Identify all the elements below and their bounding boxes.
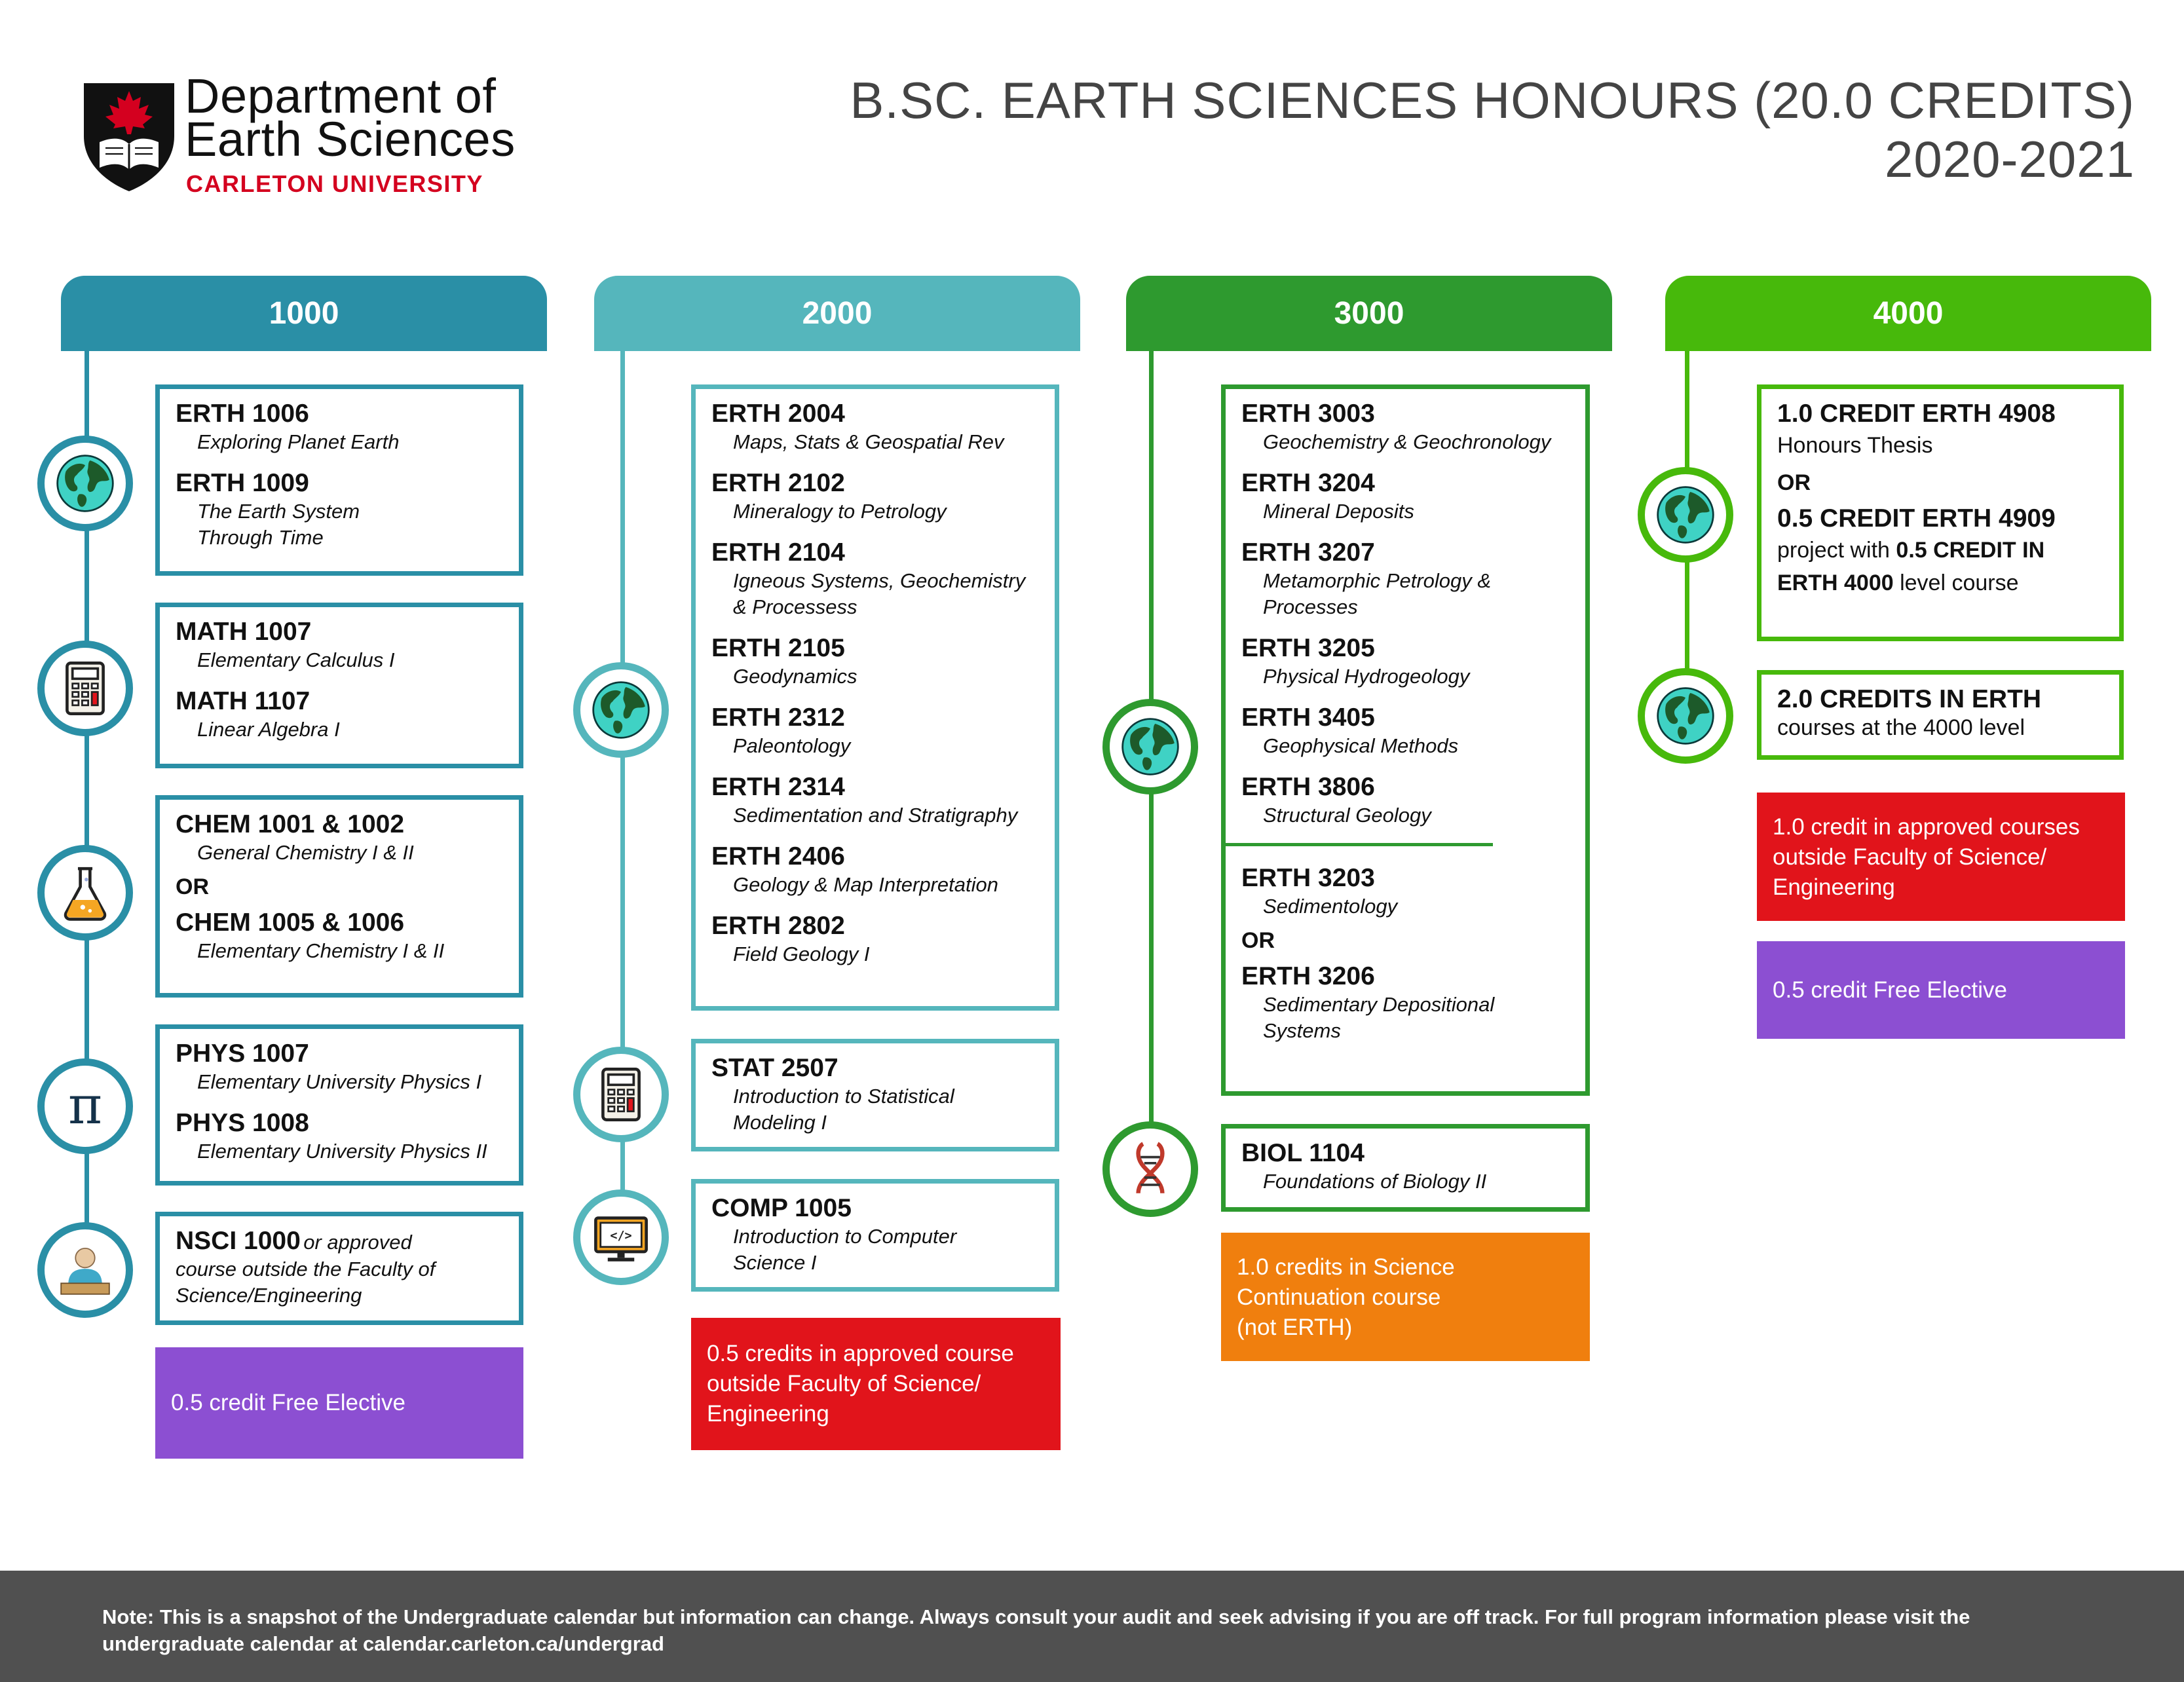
course-name: Elementary University Physics I (197, 1070, 482, 1093)
carleton-shield-icon (80, 77, 178, 195)
course-code: ERTH 3203 (1241, 864, 1375, 892)
course-box-erth-1000 (155, 384, 523, 576)
course-code: ERTH 3205 (1241, 634, 1375, 662)
course-name: course outside the Faculty of (176, 1258, 436, 1280)
course-name: Science/Engineering (176, 1284, 362, 1307)
course-name: 0.5 CREDIT IN (1896, 538, 2045, 563)
requirement-text: 1.0 credit in approved courses (1773, 814, 2080, 840)
or-label: OR (1777, 470, 1811, 495)
course-code: CHEM 1005 & 1006 (176, 908, 405, 937)
outside-faculty-4000 (1757, 793, 2125, 921)
course-box-thesis (1757, 384, 2124, 641)
course-code: ERTH 2004 (711, 400, 845, 428)
requirement-text: 0.5 credits in approved course (707, 1341, 1014, 1366)
pi-icon (37, 1058, 133, 1154)
dna-icon (1102, 1121, 1198, 1217)
course-code: ERTH 3003 (1241, 400, 1375, 428)
course-name: project with (1777, 538, 1890, 563)
footer-text: Note: This is a snapshot of the Undergraduate calendar but information can change. Always consult your audit and seek advising if you are off track. For full program information please visit the (102, 1605, 1970, 1628)
course-name: Mineralogy to Petrology (733, 500, 947, 523)
flask-icon (37, 845, 133, 941)
course-box-stat (691, 1039, 1059, 1151)
page-title: B.SC. EARTH SCIENCES HONOURS (20.0 CREDITS) 2020-2021 (850, 71, 2135, 188)
course-code: ERTH 2105 (711, 634, 845, 662)
department-name: Department of Earth Sciences (185, 69, 516, 166)
course-box-chem (155, 795, 523, 998)
course-code: ERTH 2314 (711, 773, 845, 801)
course-name: Systems (1263, 1019, 1341, 1042)
course-name: Processes (1263, 595, 1358, 618)
course-name: ERTH 4000 (1777, 570, 1894, 595)
requirement-text: 1.0 credits in Science (1237, 1254, 1455, 1280)
course-code: 1.0 CREDIT ERTH 4908 (1777, 400, 2056, 428)
level-3000-header: 3000 (1126, 276, 1612, 351)
course-name: Mineral Deposits (1263, 500, 1414, 523)
course-name: Geophysical Methods (1263, 734, 1459, 757)
course-name: General Chemistry I & II (197, 841, 414, 864)
requirement-text: (not ERTH) (1237, 1315, 1353, 1340)
course-name: Elementary Chemistry I & II (197, 939, 445, 962)
course-name: Geodynamics (733, 665, 857, 688)
globe-icon (1638, 467, 1733, 563)
course-code: ERTH 3206 (1241, 962, 1375, 990)
course-code: 2.0 CREDITS IN ERTH (1777, 685, 2042, 713)
course-code: NSCI 1000 (176, 1227, 301, 1255)
course-name: Exploring Planet Earth (197, 430, 400, 453)
course-code: ERTH 3204 (1241, 469, 1375, 497)
student-icon (37, 1222, 133, 1318)
globe-icon (1638, 668, 1733, 764)
course-code: ERTH 2102 (711, 469, 845, 497)
footer-text: undergraduate calendar at calendar.carleton.ca/undergrad (102, 1632, 664, 1655)
course-name: & Processess (733, 595, 857, 618)
course-code: MATH 1107 (176, 687, 311, 715)
course-name: Elementary University Physics II (197, 1140, 487, 1163)
course-box-erth-2000 (691, 384, 1059, 1011)
course-name: Physical Hydrogeology (1263, 665, 1470, 688)
course-name: courses at the 4000 level (1777, 715, 2025, 740)
course-name: Modeling I (733, 1111, 827, 1134)
footer-note (0, 1571, 2184, 1682)
course-name: Field Geology I (733, 943, 870, 965)
course-name: Paleontology (733, 734, 851, 757)
course-box-math (155, 603, 523, 768)
course-code: ERTH 3207 (1241, 538, 1375, 567)
course-code: ERTH 3806 (1241, 773, 1375, 801)
course-name: The Earth System (197, 500, 360, 523)
calculator-icon (573, 1047, 669, 1142)
course-box-nsci (155, 1212, 523, 1325)
course-box-phys (155, 1024, 523, 1186)
department-logo (80, 69, 552, 199)
science-continuation-3000 (1221, 1233, 1590, 1361)
or-label: OR (176, 874, 209, 899)
course-name: Igneous Systems, Geochemistry (733, 569, 1026, 592)
course-name: Introduction to Statistical (733, 1085, 954, 1108)
free-elective-4000: 0.5 credit Free Elective (1757, 941, 2125, 1039)
course-name: Structural Geology (1263, 804, 1431, 827)
free-elective-1000: 0.5 credit Free Elective (155, 1347, 523, 1459)
course-code: MATH 1007 (176, 618, 312, 646)
course-name: or approved (303, 1231, 412, 1254)
course-name: Metamorphic Petrology & (1263, 569, 1492, 592)
course-name: Geochemistry & Geochronology (1263, 430, 1551, 453)
outside-faculty-2000 (691, 1318, 1061, 1450)
course-code: ERTH 1009 (176, 469, 309, 497)
course-code: ERTH 2312 (711, 703, 845, 732)
course-name: Science I (733, 1251, 817, 1274)
course-name: level course (1900, 570, 2019, 595)
course-code: ERTH 1006 (176, 400, 309, 428)
course-name: Linear Algebra I (197, 718, 340, 741)
course-code: BIOL 1104 (1241, 1139, 1365, 1167)
computer-icon (573, 1189, 669, 1285)
course-code: 0.5 CREDIT ERTH 4909 (1777, 504, 2056, 533)
or-label: OR (1241, 928, 1275, 953)
course-box-biol (1221, 1124, 1590, 1212)
course-code: ERTH 2802 (711, 912, 845, 940)
course-name: Sedimentation and Stratigraphy (733, 804, 1018, 827)
requirement-text: outside Faculty of Science/ (1773, 844, 2047, 870)
level-1000-header: 1000 (61, 276, 547, 351)
university-name: CARLETON UNIVERSITY (186, 170, 483, 197)
course-name: Introduction to Computer (733, 1225, 957, 1248)
course-name: Maps, Stats & Geospatial Rev (733, 430, 1004, 453)
course-name: Through Time (197, 526, 324, 549)
requirement-text: Continuation course (1237, 1284, 1441, 1310)
requirement-text: outside Faculty of Science/ (707, 1371, 981, 1396)
course-name: Sedimentary Depositional (1263, 993, 1495, 1016)
course-name: Elementary Calculus I (197, 648, 395, 671)
globe-icon (573, 662, 669, 758)
globe-icon (1102, 699, 1198, 794)
course-code: COMP 1005 (711, 1194, 852, 1222)
course-box-erth-3000 (1221, 384, 1590, 1096)
course-box-comp (691, 1179, 1059, 1292)
divider (1226, 843, 1493, 846)
calculator-icon (37, 641, 133, 736)
course-code: ERTH 3405 (1241, 703, 1375, 732)
course-box-4000-credits (1757, 670, 2124, 760)
course-code: PHYS 1007 (176, 1039, 309, 1068)
course-name: Foundations of Biology II (1263, 1170, 1487, 1193)
course-code: ERTH 2104 (711, 538, 845, 567)
requirement-text: Engineering (1773, 874, 1895, 900)
course-name: Geology & Map Interpretation (733, 873, 998, 896)
requirement-text: Engineering (707, 1401, 829, 1427)
course-code: ERTH 2406 (711, 842, 845, 870)
course-code: PHYS 1008 (176, 1109, 309, 1137)
course-name: Honours Thesis (1777, 433, 1933, 458)
globe-icon (37, 436, 133, 531)
course-code: CHEM 1001 & 1002 (176, 810, 405, 838)
course-name: Sedimentology (1263, 895, 1398, 918)
course-code: STAT 2507 (711, 1054, 838, 1082)
level-2000-header: 2000 (594, 276, 1080, 351)
level-4000-header: 4000 (1665, 276, 2151, 351)
